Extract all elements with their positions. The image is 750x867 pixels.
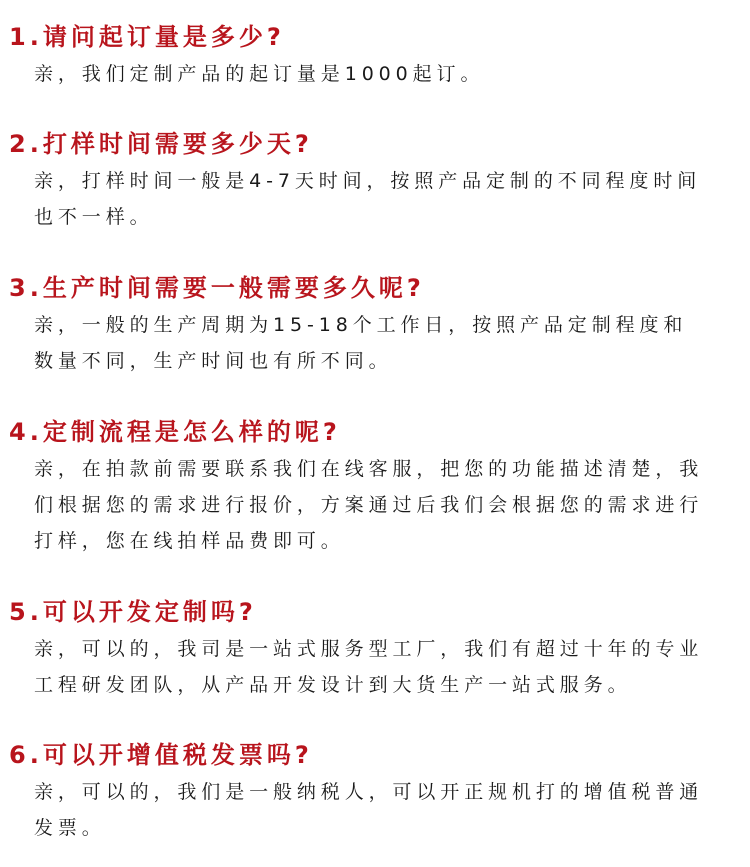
faq-question-2: 2.打样时间需要多少天? — [9, 130, 313, 158]
faq-answer-3: 亲，一般的生产周期为15-18个工作日，按照产品定制程度和数量不同，生产时间也有所不同。 — [34, 314, 688, 372]
faq-item-5 — [0, 597, 750, 703]
faq-item-6 — [0, 740, 750, 846]
faq-question-3: 3.生产时间需要一般需要多久呢? — [9, 274, 425, 302]
faq-answer-5: 亲，可以的，我司是一站式服务型工厂，我们有超过十年的专业工程研发团队，从产品开发设计到大货生产一站式服务。 — [34, 638, 704, 696]
faq-answer-1: 亲，我们定制产品的起订量是1000起订。 — [34, 63, 485, 85]
faq-answer-4: 亲，在拍款前需要联系我们在线客服，把您的功能描述清楚，我们根据您的需求进行报价，方案通过后我们会根据您的需求进行打样，您在线拍样品费即可。 — [34, 458, 704, 552]
faq-answer-2: 亲，打样时间一般是4-7天时间，按照产品定制的不同程度时间也不一样。 — [34, 170, 702, 228]
faq-question-6: 6.可以开增值税发票吗? — [9, 741, 313, 769]
faq-item-3 — [0, 273, 750, 379]
faq-answer-6: 亲，可以的，我们是一般纳税人，可以开正规机打的增值税普通发票。 — [34, 781, 704, 839]
faq-item-2 — [0, 129, 750, 235]
faq-item-4 — [0, 417, 750, 559]
faq-item-1 — [0, 22, 750, 92]
faq-question-4: 4.定制流程是怎么样的呢? — [9, 418, 341, 446]
faq-question-5: 5.可以开发定制吗? — [9, 598, 257, 626]
faq-question-1: 1.请问起订量是多少? — [9, 23, 285, 51]
